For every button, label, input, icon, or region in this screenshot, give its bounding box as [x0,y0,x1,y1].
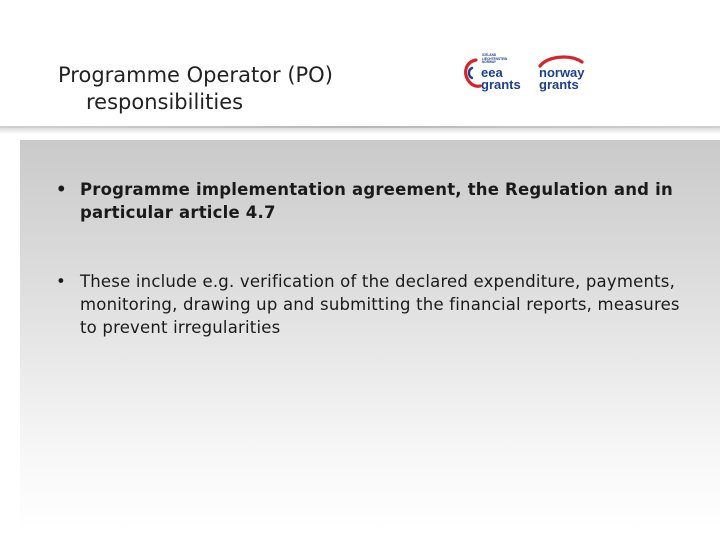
eea-grants-logo [462,52,528,98]
bullet-marker: • [56,180,67,199]
eea-country-names [482,54,507,65]
slide-title-line1: Programme Operator (PO) [58,63,333,87]
header-divider [0,126,720,128]
bullet-text: Programme implementation agreement, the Regulation and in particular article 4.7 [80,180,673,222]
slide-title [58,62,418,116]
eea-country-1: ICELAND [482,53,497,57]
norway-grants-logo [534,52,600,98]
eea-logo-word-1: eea [481,65,503,80]
norway-logo-word-2: grants [539,77,579,92]
grants-logos [462,52,602,98]
bullet-marker: • [56,272,66,291]
bullet-text: These include e.g. verification of the declared expenditure, payments, monitoring, drawing up and submitting the financial reports, measures to prevent irregularities [80,272,680,337]
eea-logo-word-2: grants [481,77,521,92]
bullet-list [56,178,686,339]
eea-country-3: NORWAY [482,60,496,64]
bullet-item [56,270,686,339]
norway-logo-word-1: norway [539,65,585,80]
bullet-item [56,178,686,224]
eea-swirl-icon [462,56,482,92]
eea-country-2: LIECHTENSTEIN [482,56,508,61]
slide-content [20,140,720,530]
slide-header [0,0,720,140]
slide-title-line2: responsibilities [86,90,244,114]
